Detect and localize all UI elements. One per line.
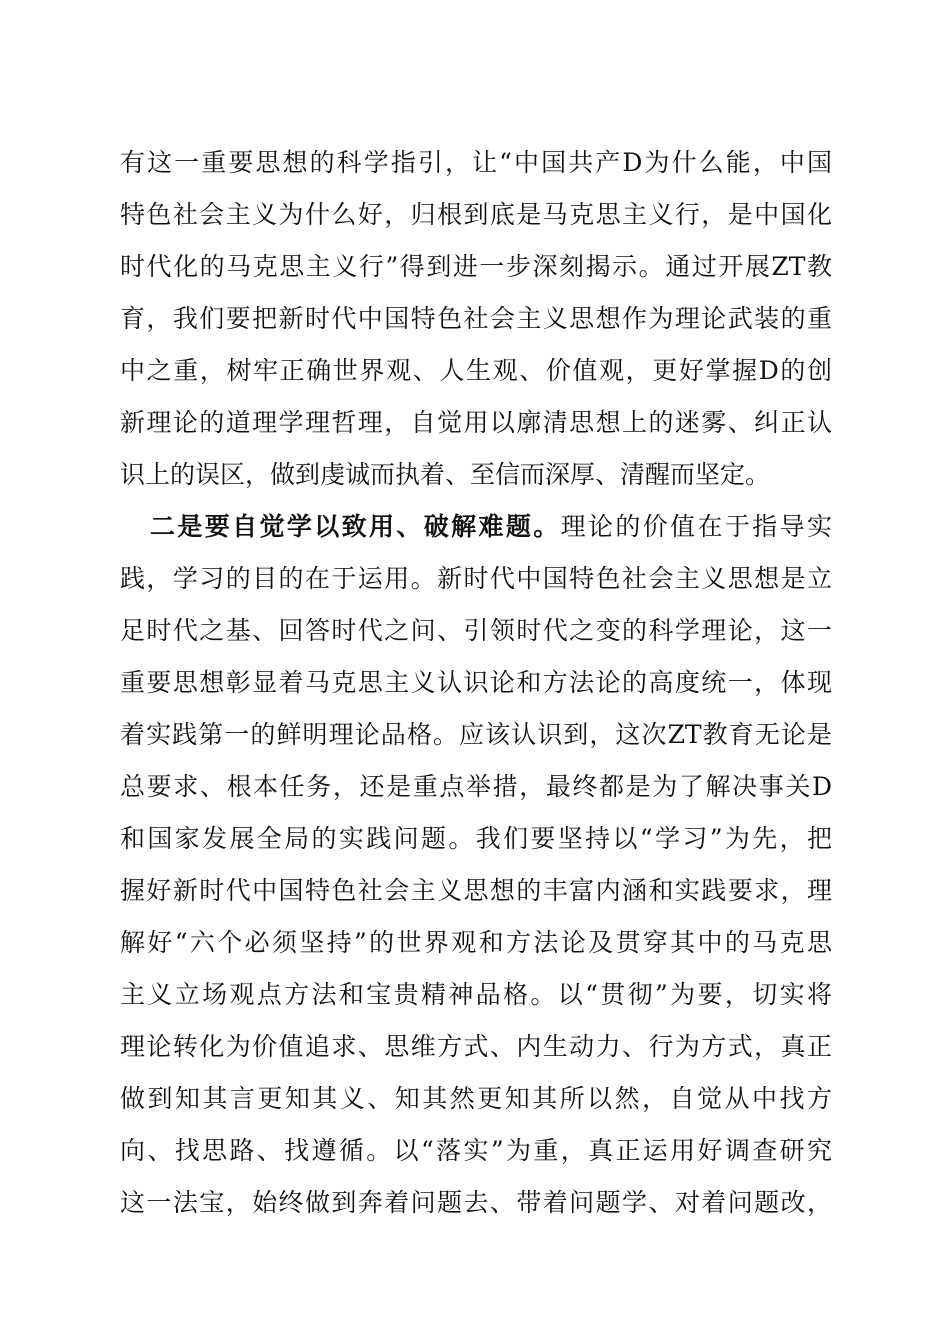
paragraph-2-line-7: 和国家发展全局的实践问题。我们要坚持以“学习”为先，把 (120, 824, 832, 853)
paragraph-1-line-1: 有这一重要思想的科学指引，让“中国共产D为什么能，中国 (120, 148, 832, 177)
paragraph-1-line-5: 中之重，树牢正确世界观、人生观、价值观，更好掌握D的创 (120, 356, 832, 385)
paragraph-1-line-7: 识上的误区，做到虔诚而执着、至信而深厚、清醒而坚定。 (120, 460, 771, 489)
paragraph-2-line-4: 重要思想彰显着马克思主义认识论和方法论的高度统一，体现 (120, 668, 832, 697)
paragraph-2-line-8: 握好新时代中国特色社会主义思想的丰富内涵和实践要求，理 (120, 876, 832, 905)
paragraph-2-line-1 (120, 502, 832, 552)
paragraph-1-line-6: 新理论的道理学理哲理，自觉用以廓清思想上的迷雾、纠正认 (120, 408, 832, 437)
paragraph-2-line-3: 足时代之基、回答时代之问、引领时代之变的科学理论，这一 (120, 616, 832, 645)
paragraph-2-line-1-rest: 理论的价值在于指导实 (560, 512, 832, 541)
paragraph-2-line-9: 解好“六个必须坚持”的世界观和方法论及贯穿其中的马克思 (120, 928, 832, 957)
paragraph-2-line-10: 主义立场观点方法和宝贵精神品格。以“贯彻”为要，切实将 (120, 980, 832, 1009)
paragraph-2-line-12: 做到知其言更知其义、知其然更知其所以然，自觉从中找方 (120, 1084, 832, 1113)
paragraph-1-line-3: 时代化的马克思主义行”得到进一步深刻揭示。通过开展ZT教 (120, 252, 832, 281)
paragraph-2-line-14: 这一法宝，始终做到奔着问题去、带着问题学、对着问题改， (120, 1188, 832, 1217)
paragraph-2-line-13: 向、找思路、找遵循。以“落实”为重，真正运用好调查研究 (120, 1136, 832, 1165)
paragraph-1-line-4: 育，我们要把新时代中国特色社会主义思想作为理论武装的重 (120, 304, 832, 333)
paragraph-2-line-5: 着实践第一的鲜明理论品格。应该认识到，这次ZT教育无论是 (120, 720, 832, 749)
paragraph-2-line-11: 理论转化为价值追求、思维方式、内生动力、行为方式，真正 (120, 1032, 832, 1061)
paragraph-2-line-6: 总要求、根本任务，还是重点举措，最终都是为了解决事关D (120, 772, 832, 801)
paragraph-2-line-2: 践，学习的目的在于运用。新时代中国特色社会主义思想是立 (120, 564, 832, 593)
paragraph-1-line-2: 特色社会主义为什么好，归根到底是马克思主义行，是中国化 (120, 200, 832, 229)
paragraph-2-heading: 二是要自觉学以致用、破解难题。 (150, 512, 561, 541)
